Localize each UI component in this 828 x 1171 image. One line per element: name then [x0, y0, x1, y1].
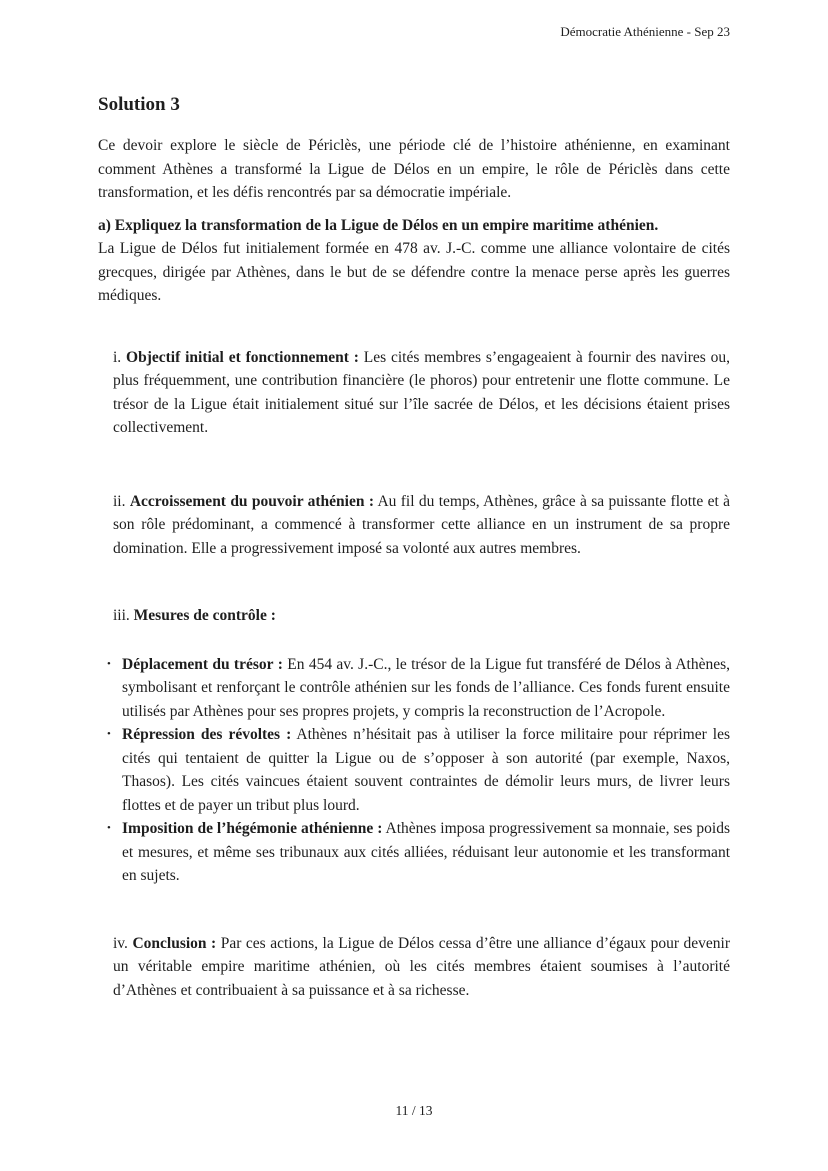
list-item	[106, 817, 730, 888]
bullet-text: Athènes n’hésitait pas à utiliser la force militaire pour réprimer les cités qui tentaient de quitter la Ligue ou de s’opposer à son autorité (par exemple, Naxos, Thasos). Les cités vaincues étaient souvent contraintes de démolir leurs murs, de livrer leurs flottes et de payer un tribut plus lourd.	[122, 726, 730, 814]
step-iv-conclusion	[113, 932, 730, 1003]
solution-title: Solution 3	[98, 94, 180, 115]
bullet-text: Athènes imposa progressivement sa monnaie, ses poids et mesures, et même ses tribunaux aux cités alliées, réduisant leur autonomie et les transformant en sujets.	[122, 820, 730, 884]
control-measures-list	[106, 653, 730, 888]
step-i-label: Objectif initial et fonctionnement :	[126, 348, 359, 366]
header-running-title: Démocratie Athénienne - Sep 23	[560, 24, 730, 39]
step-ii	[113, 490, 730, 561]
list-item	[106, 653, 730, 724]
intro-paragraph: Ce devoir explore le siècle de Périclès, une période clé de l’histoire athénienne, en examinant comment Athènes a transformé la Ligue de Délos en un empire, le rôle de Périclès dans cette transformation, et les défis rencontrés par sa démocratie impériale.	[98, 137, 730, 201]
step-iii-label: Mesures de contrôle :	[133, 607, 276, 624]
page-footer	[0, 1102, 828, 1119]
step-ii-label: Accroissement du pouvoir athénien :	[129, 492, 374, 510]
page-number: 11 / 13	[395, 1103, 433, 1118]
bullet-icon: •	[107, 728, 111, 740]
bullet-label: Déplacement du trésor :	[122, 655, 283, 673]
bullet-icon: •	[107, 822, 111, 834]
step-iv-text: Par ces actions, la Ligue de Délos cessa d’être une alliance d’égaux pour devenir un véritable empire maritime athénien, où les cités membres étaient soumises à l’autorité d’Athènes et contribuaient à sa puissance et à sa richesse.	[113, 934, 730, 999]
step-i	[113, 346, 730, 440]
step-iii-numeral: iii.	[113, 607, 130, 624]
step-i-text: Les cités membres s’engageaient à fournir des navires ou, plus fréquemment, une contribution financière (le phoros) pour entretenir une flotte commune. Le trésor de la Ligue était initialement situé sur l’île sacrée de Délos, et les décisions étaient prises collectivement.	[113, 348, 730, 436]
step-iv-label: Conclusion :	[132, 934, 217, 952]
bullet-text: En 454 av. J.-C., le trésor de la Ligue fut transféré de Délos à Athènes, symbolisant et renforçant le contrôle athénien sur les fonds de l’alliance. Ces fonds furent ensuite utilisés par Athènes pour ses propres projets, y compris la reconstruction de l’Acropole.	[122, 655, 731, 720]
step-ii-numeral: ii.	[113, 492, 126, 510]
section-a-body: La Ligue de Délos fut initialement formée en 478 av. J.-C. comme une alliance volontaire de cités grecques, dirigée par Athènes, dans le but de se défendre contre la menace perse après les guerres médiques.	[98, 240, 730, 304]
page-header	[98, 23, 730, 40]
step-iii	[113, 604, 730, 628]
step-i-numeral: i.	[113, 348, 122, 366]
section-a-heading: a) Expliquez la transformation de la Ligue de Délos en un empire maritime athénien.	[98, 216, 659, 234]
step-ii-text: Au fil du temps, Athènes, grâce à sa puissante flotte et à son rôle prédominant, a commencé à transformer cette alliance en un instrument de sa propre domination. Elle a progressivement imposé sa volonté aux autres membres.	[113, 492, 730, 557]
bullet-label: Répression des révoltes :	[122, 726, 292, 743]
bullet-icon: •	[107, 657, 111, 670]
list-item	[106, 723, 730, 817]
bullet-label: Imposition de l’hégémonie athénienne :	[122, 820, 383, 837]
step-iv-numeral: iv.	[113, 934, 128, 952]
